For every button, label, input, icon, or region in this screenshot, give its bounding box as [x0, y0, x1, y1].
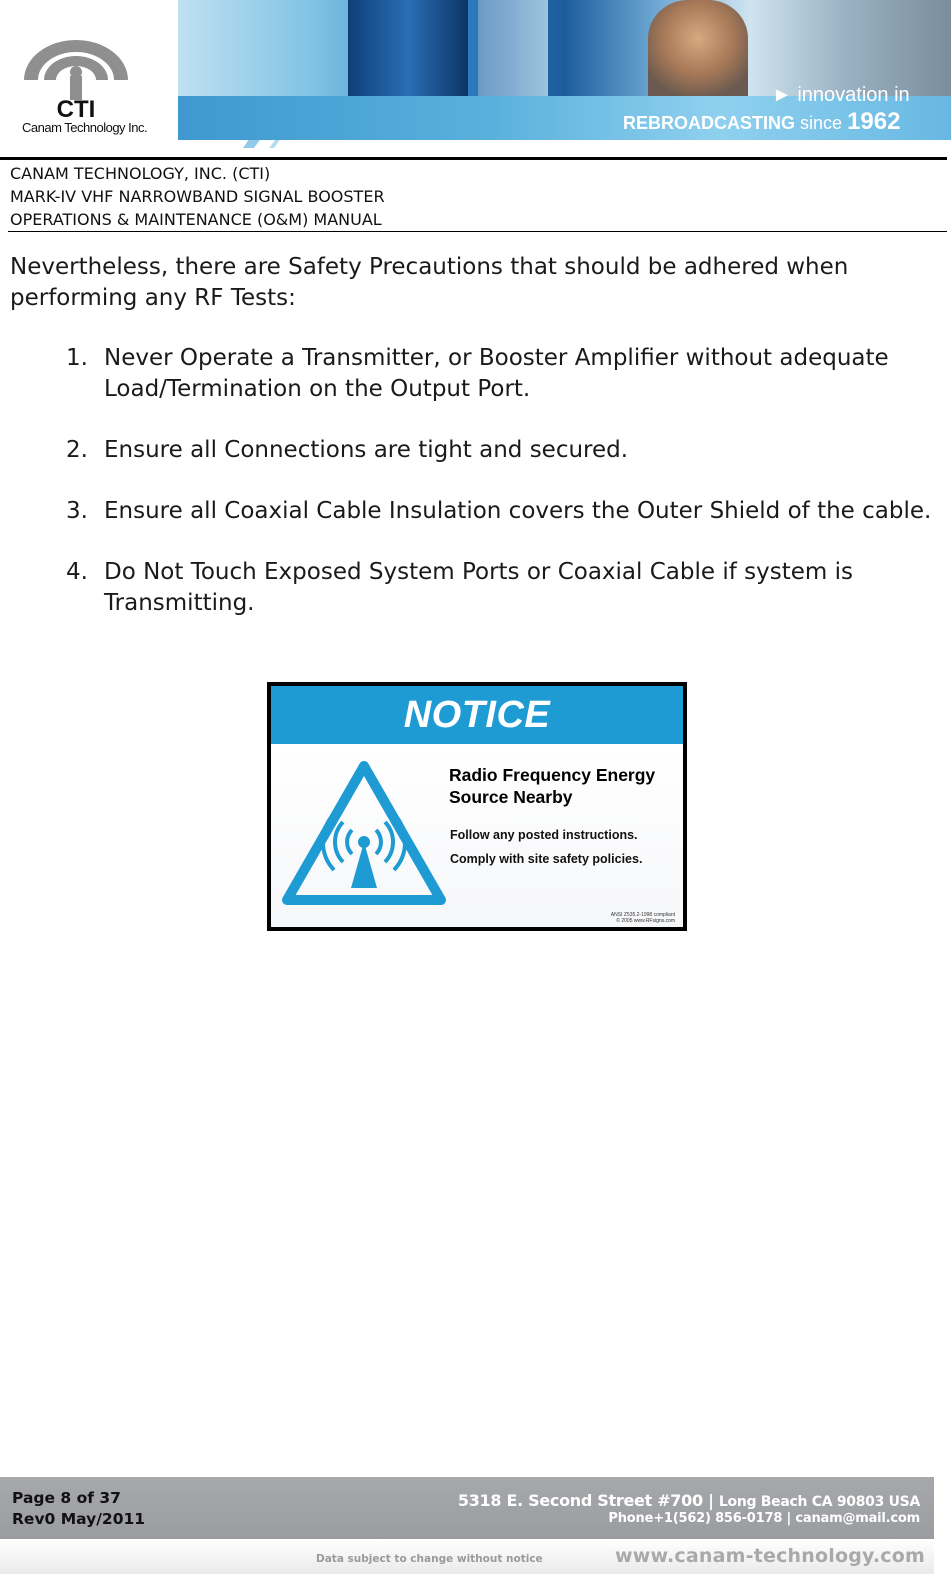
company-address — [458, 1491, 920, 1510]
slogan-innovation: ► innovation in — [772, 84, 910, 106]
street-address: 5318 E. Second Street #700 | — [457, 1491, 714, 1510]
doc-product: MARK-IV VHF NARROWBAND SIGNAL BOOSTER — [10, 187, 385, 206]
notice-copyright: © 2005 www.RFsigns.com — [616, 918, 675, 924]
list-number: 4. — [66, 559, 88, 585]
list-number: 1. — [66, 345, 88, 371]
rf-radiation-warning-icon — [281, 760, 447, 906]
page-info — [12, 1488, 145, 1530]
safety-precautions-list — [66, 343, 936, 649]
building-image — [348, 0, 468, 96]
intro-paragraph: Nevertheless, there are Safety Precautions that should be adhered when performing any RF Tests: — [10, 254, 849, 311]
logo-text: CTI — [56, 96, 96, 123]
slogan-year: 1962 — [847, 108, 901, 135]
notice-fine-print — [611, 912, 675, 924]
list-number: 2. — [66, 437, 88, 463]
notice-compliance: ANSI Z535.2-1998 compliant — [610, 912, 675, 918]
notice-title: NOTICE — [403, 694, 551, 736]
list-text: Ensure all Connections are tight and secured. — [104, 437, 629, 463]
page-footer — [0, 1477, 934, 1539]
website-link[interactable]: www.canam-technology.com — [614, 1545, 925, 1567]
doc-manual: OPERATIONS & MAINTENANCE (O&M) MANUAL — [10, 210, 382, 229]
list-text: Do Not Touch Exposed System Ports or Coaxial Cable if system is Transmitting. — [104, 559, 853, 616]
notice-instruction: Comply with site safety policies. — [450, 852, 643, 866]
notice-header — [271, 686, 683, 744]
header-banner — [0, 0, 951, 148]
building-image — [478, 0, 548, 96]
list-number: 3. — [66, 498, 88, 524]
notice-heading: Radio Frequency Energy Source Nearby — [449, 765, 656, 807]
list-text: Ensure all Coaxial Cable Insulation covers the Outer Shield of the cable. — [104, 498, 932, 524]
list-item — [66, 343, 936, 405]
technician-photo — [648, 0, 748, 96]
list-text: Never Operate a Transmitter, or Booster Amplifier without adequate Load/Termination on the Output Port. — [104, 345, 889, 402]
header-rule-top — [0, 157, 947, 160]
slogan-since: since — [800, 113, 843, 133]
page-number: Page 8 of 37 — [12, 1489, 121, 1507]
logo-company: Canam Technology Inc. — [22, 120, 148, 135]
document-header — [10, 162, 385, 231]
city-address: Long Beach CA 90803 USA — [718, 1494, 920, 1510]
disclaimer: Data subject to change without notice — [316, 1553, 543, 1565]
notice-instruction: Follow any posted instructions. — [450, 828, 638, 842]
revision: Rev0 May/2011 — [12, 1510, 146, 1528]
list-item — [66, 496, 936, 527]
rf-notice-sign — [267, 682, 687, 931]
header-rule-bottom — [8, 231, 947, 232]
slogan-rebroadcasting — [623, 108, 900, 136]
list-item — [66, 435, 936, 466]
slogan-word: REBROADCASTING — [623, 113, 796, 133]
list-item — [66, 557, 936, 619]
contact-info: Phone+1(562) 856-0178 | canam@mail.com — [608, 1511, 920, 1526]
doc-company: CANAM TECHNOLOGY, INC. (CTI) — [10, 164, 271, 183]
notice-body — [271, 744, 683, 927]
